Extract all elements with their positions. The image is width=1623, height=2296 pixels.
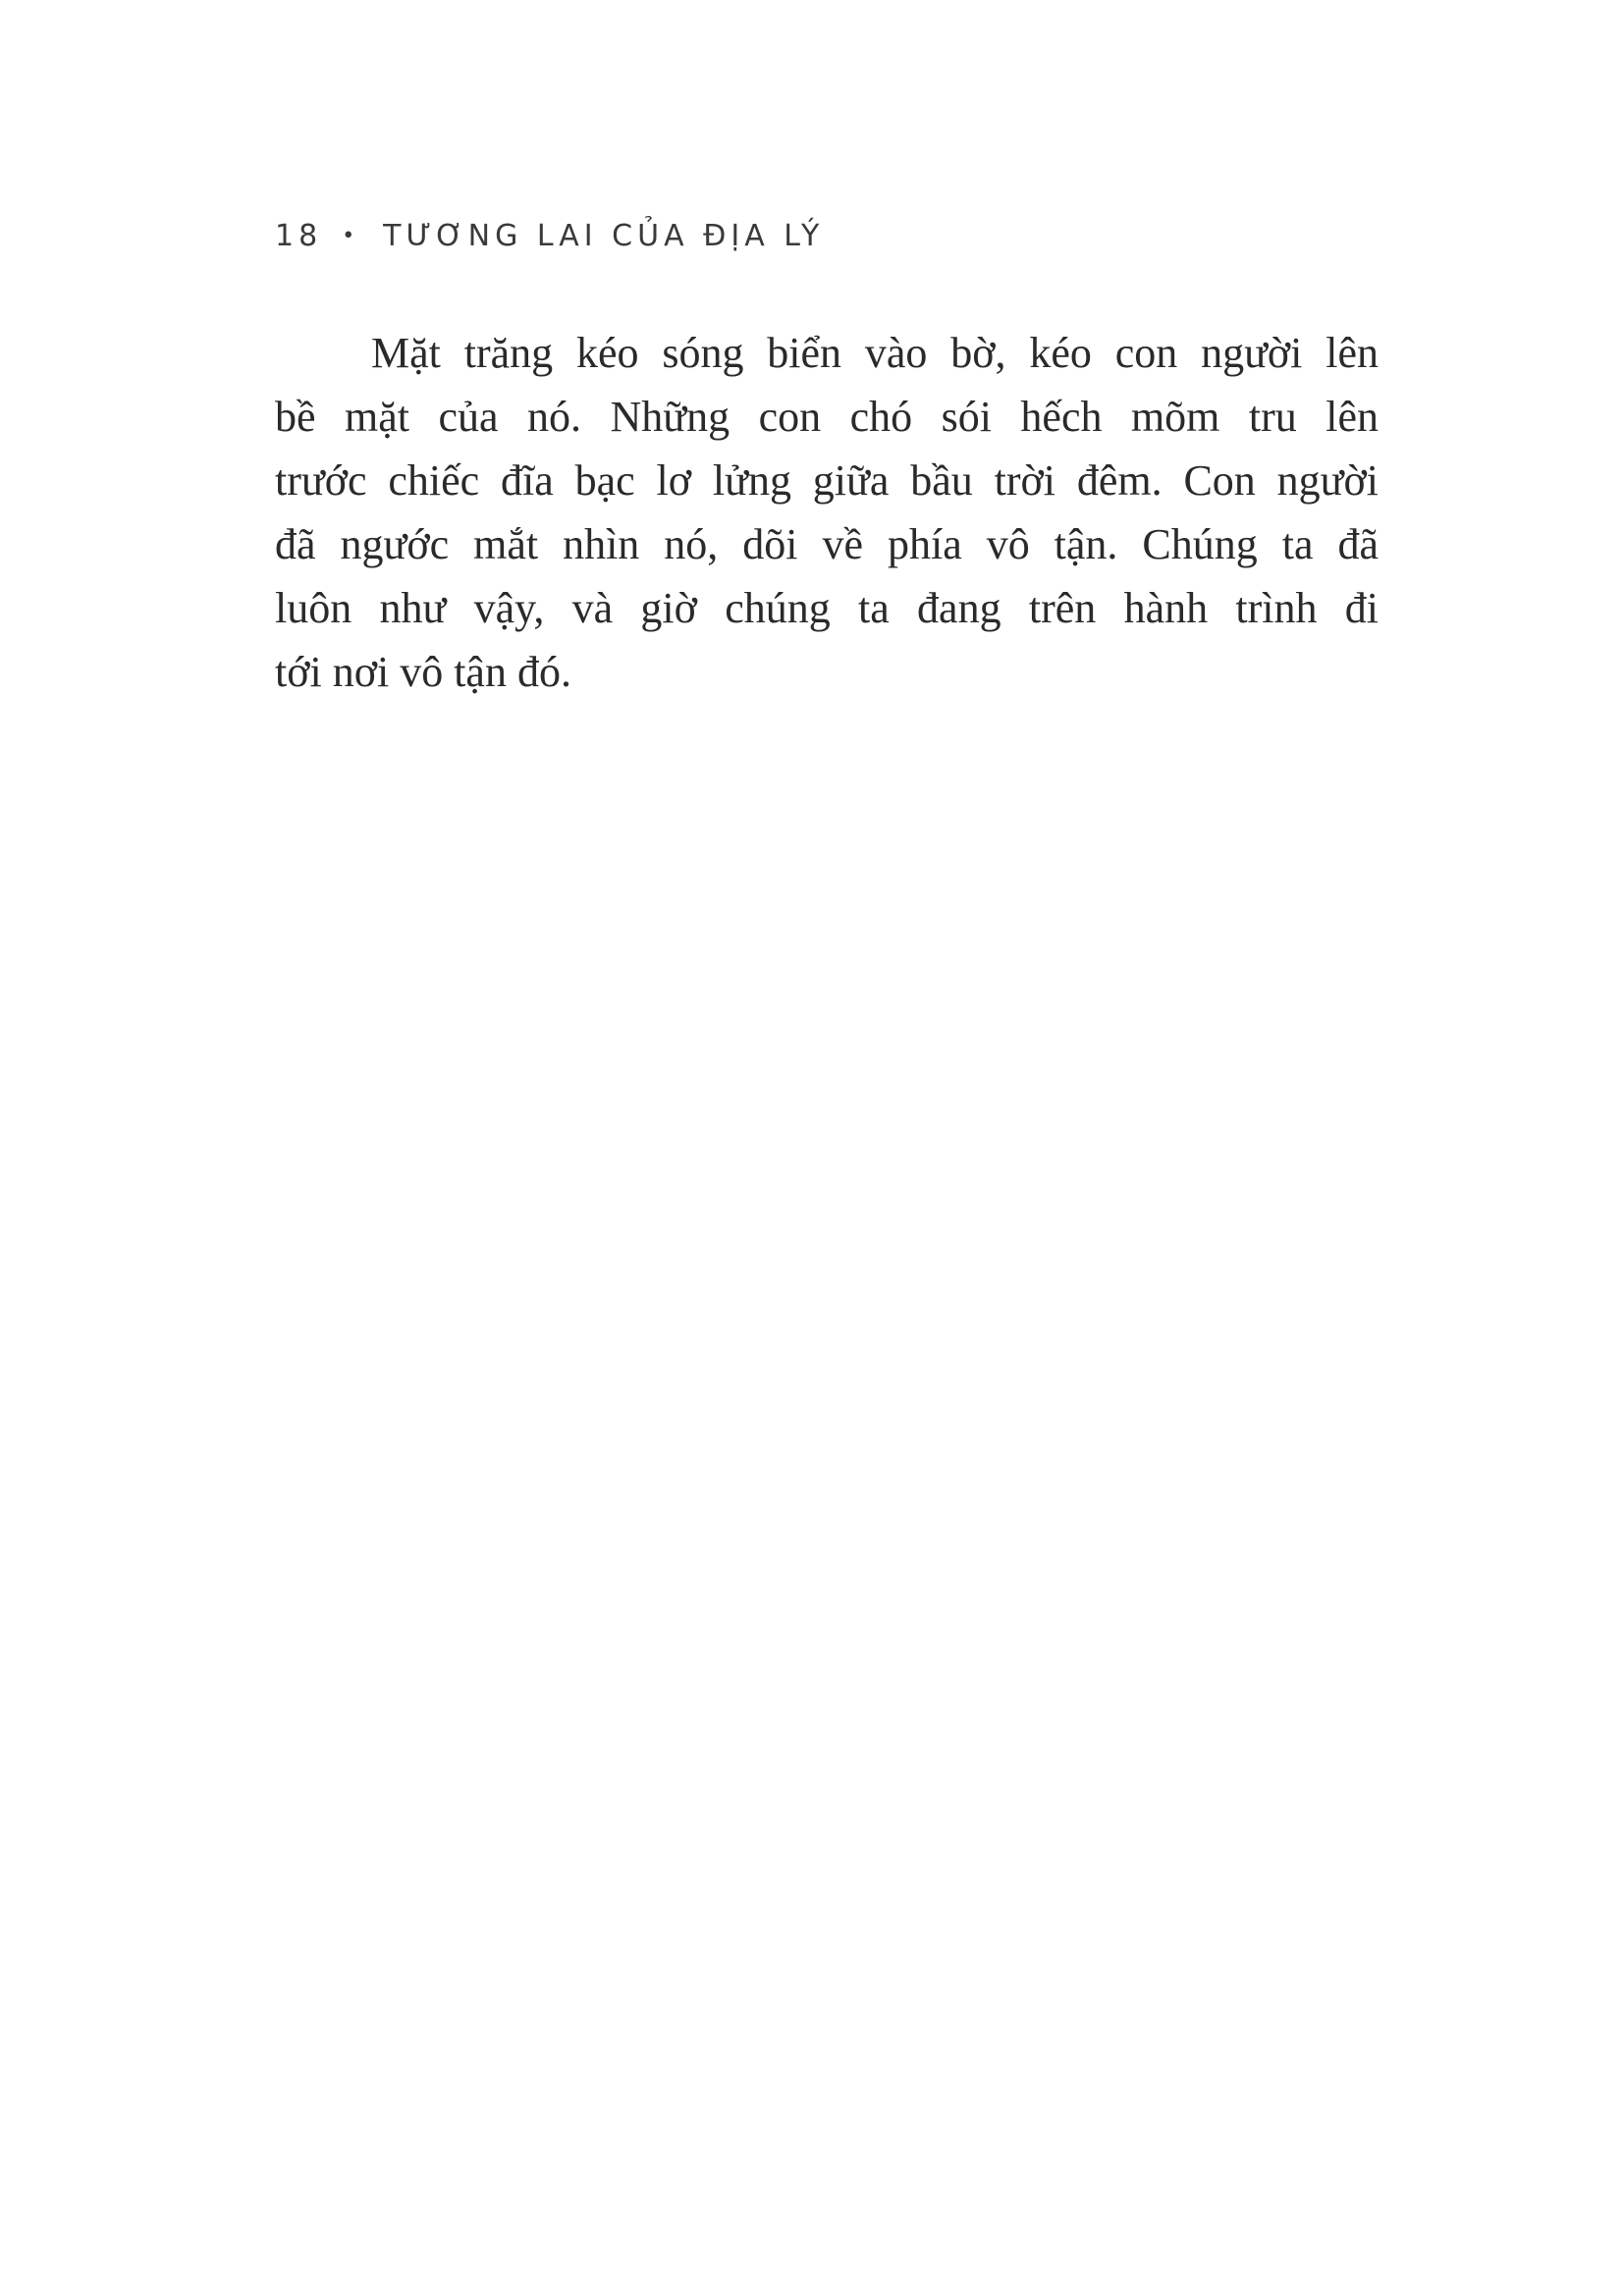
page-number: 18 [275, 218, 323, 253]
paragraph-line: tới nơi vô tận đó. [275, 648, 571, 696]
paragraph-line: đã ngước mắt nhìn nó, dõi về phía vô tận. Chúng ta đã [275, 520, 1379, 568]
paragraph-line: trước chiếc đĩa bạc lơ lửng giữa bầu trời đêm. Con người [275, 456, 1379, 505]
body-paragraph [275, 321, 1379, 704]
header-separator: • [342, 223, 360, 248]
paragraph-line: bề mặt của nó. Những con chó sói hếch mõm tru lên [275, 393, 1379, 441]
paragraph-line: Mặt trăng kéo sóng biển vào bờ, kéo con người lên [371, 329, 1379, 377]
paragraph-line: luôn như vậy, và giờ chúng ta đang trên hành trình đi [275, 584, 1379, 632]
running-title: TƯƠNG LAI CỦA ĐỊA LÝ [383, 218, 825, 253]
running-header [275, 211, 824, 260]
